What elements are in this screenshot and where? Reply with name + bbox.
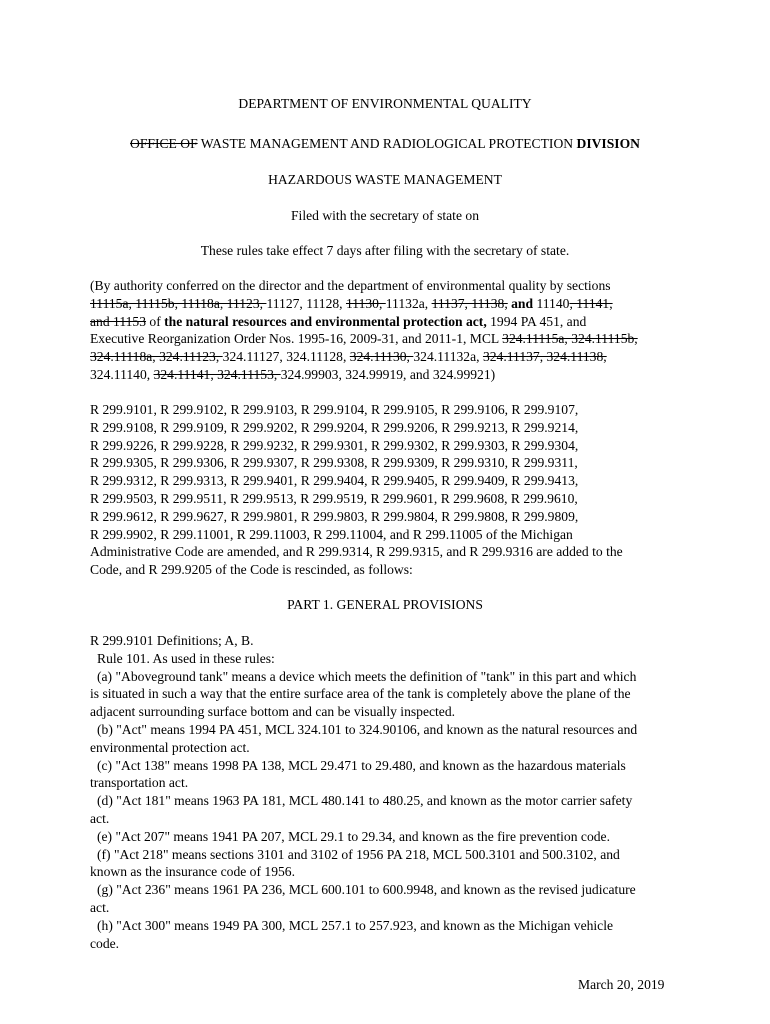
authority-text: 11127, 11128, xyxy=(266,295,346,311)
definition-line: act. xyxy=(90,899,110,915)
authority-text: 324.99903, 324.99919, and 324.99921) xyxy=(280,366,496,382)
definition-line: (h) "Act 300" means 1949 PA 300, MCL 257.1 to 257.923, and known as the Michigan vehicle xyxy=(97,917,614,933)
definition-line: act. xyxy=(90,810,110,826)
definition-line: (e) "Act 207" means 1941 PA 207, MCL 29.1 to 29.34, and known as the fire prevention code. xyxy=(97,828,610,844)
definition-line: environmental protection act. xyxy=(90,739,250,755)
definition-line: (b) "Act" means 1994 PA 451, MCL 324.101 to 324.90106, and known as the natural resources and xyxy=(97,721,638,737)
office-heading-bold: DIVISION xyxy=(576,136,640,151)
rules-list-paragraph xyxy=(90,401,710,579)
rule-heading: R 299.9101 Definitions; A, B. xyxy=(90,633,254,648)
rules-list-line: R 299.9305, R 299.9306, R 299.9307, R 299.9308, R 299.9309, R 299.9310, R 299.9311, xyxy=(90,455,578,471)
definition-line: (c) "Act 138" means 1998 PA 138, MCL 29.471 to 29.480, and known as the hazardous materials xyxy=(97,757,626,773)
authority-line-3 xyxy=(90,313,710,331)
authority-line-2 xyxy=(90,295,710,313)
authority-text: 11140 xyxy=(536,295,570,311)
definition-line: (d) "Act 181" means 1963 PA 181, MCL 480.141 to 480.25, and known as the motor carrier safety xyxy=(97,793,633,809)
authority-line-6 xyxy=(90,366,710,384)
definition-line: code. xyxy=(90,935,120,951)
rules-list-line: R 299.9902, R 299.11001, R 299.11003, R 299.11004, and R 299.11005 of the Michigan xyxy=(90,526,573,542)
struck-text: 11115a, 11115b, 11118a, 11123, xyxy=(90,295,267,311)
authority-line-4 xyxy=(90,330,710,348)
rules-list-line: R 299.9226, R 299.9228, R 299.9232, R 299.9301, R 299.9302, R 299.9303, R 299.9304, xyxy=(90,437,579,453)
struck-text: , 11141, xyxy=(569,295,613,311)
authority-text: of xyxy=(146,313,165,329)
office-heading-text: WASTE MANAGEMENT AND RADIOLOGICAL PROTECTION xyxy=(197,136,577,151)
struck-text: 324.11141, 324.11153, xyxy=(153,366,281,382)
authority-text: 324.11132a, xyxy=(413,349,483,365)
authority-text: 1994 PA 451, and xyxy=(486,313,587,329)
struck-text: 324.11130, xyxy=(349,349,414,365)
definition-line: Rule 101. As used in these rules: xyxy=(97,650,275,666)
struck-text: 324.11115a, 324.11115b, xyxy=(502,331,638,347)
definition-line: is situated in such a way that the entire surface area of the tank is completely above the plane of the xyxy=(90,686,631,702)
rules-list-line: R 299.9612, R 299.9627, R 299.9801, R 299.9803, R 299.9804, R 299.9808, R 299.9809, xyxy=(90,508,579,524)
authority-text: 324.11127, 324.11128, xyxy=(222,349,350,365)
rules-list-line: Administrative Code are amended, and R 299.9314, R 299.9315, and R 299.9316 are added to the xyxy=(90,544,623,560)
authority-line-5 xyxy=(90,348,710,366)
bold-text: and xyxy=(507,295,537,311)
struck-text: 11130, xyxy=(345,295,386,311)
part-title: PART 1. GENERAL PROVISIONS xyxy=(287,597,483,612)
authority-text: Executive Reorganization Order Nos. 1995-16, 2009-31, and 2011-1, MCL xyxy=(90,331,503,347)
rules-list-line: R 299.9101, R 299.9102, R 299.9103, R 299.9104, R 299.9105, R 299.9106, R 299.9107, xyxy=(90,402,579,417)
office-heading xyxy=(0,135,770,153)
struck-text: 324.11118a, 324.11123, xyxy=(90,349,223,365)
struck-text: OFFICE OF xyxy=(130,136,198,151)
authority-line-1: (By authority conferred on the director and the department of environmental quality by sections xyxy=(90,278,611,293)
department-heading: DEPARTMENT OF ENVIRONMENTAL QUALITY xyxy=(238,96,532,111)
authority-text: 324.11140, xyxy=(90,366,154,382)
footer-date: March 20, 2019 xyxy=(578,977,665,992)
bold-text: the natural resources and environmental protection act, xyxy=(164,313,487,329)
definition-line: (f) "Act 218" means sections 3101 and 3102 of 1956 PA 218, MCL 500.3101 and 500.3102, and xyxy=(97,846,620,862)
definition-line: transportation act. xyxy=(90,775,189,791)
definition-line: known as the insurance code of 1956. xyxy=(90,864,295,880)
struck-text: 11137, 11138, xyxy=(431,295,508,311)
effective-line: These rules take effect 7 days after filing with the secretary of state. xyxy=(200,243,570,258)
definition-line: adjacent surrounding surface bottom and can be visually inspected. xyxy=(90,704,456,720)
struck-text: 324.11137, 324.11138, xyxy=(482,349,607,365)
subject-heading: HAZARDOUS WASTE MANAGEMENT xyxy=(268,172,502,187)
definitions-section xyxy=(90,632,710,952)
authority-paragraph xyxy=(90,277,710,384)
filed-line: Filed with the secretary of state on xyxy=(291,208,479,223)
rules-list-line: R 299.9312, R 299.9313, R 299.9401, R 299.9404, R 299.9405, R 299.9409, R 299.9413, xyxy=(90,473,579,489)
definition-line: (g) "Act 236" means 1961 PA 236, MCL 600.101 to 600.9948, and known as the revised judicature xyxy=(97,882,636,898)
rules-list-line: Code, and R 299.9205 of the Code is rescinded, as follows: xyxy=(90,562,413,578)
rules-list-line: R 299.9108, R 299.9109, R 299.9202, R 299.9204, R 299.9206, R 299.9213, R 299.9214, xyxy=(90,419,579,435)
authority-text: 11132a, xyxy=(385,295,432,311)
definition-line: (a) "Aboveground tank" means a device which meets the definition of "tank" in this part and which xyxy=(97,668,637,684)
struck-text: and 11153 xyxy=(90,313,147,329)
rules-list-line: R 299.9503, R 299.9511, R 299.9513, R 299.9519, R 299.9601, R 299.9608, R 299.9610, xyxy=(90,490,578,506)
